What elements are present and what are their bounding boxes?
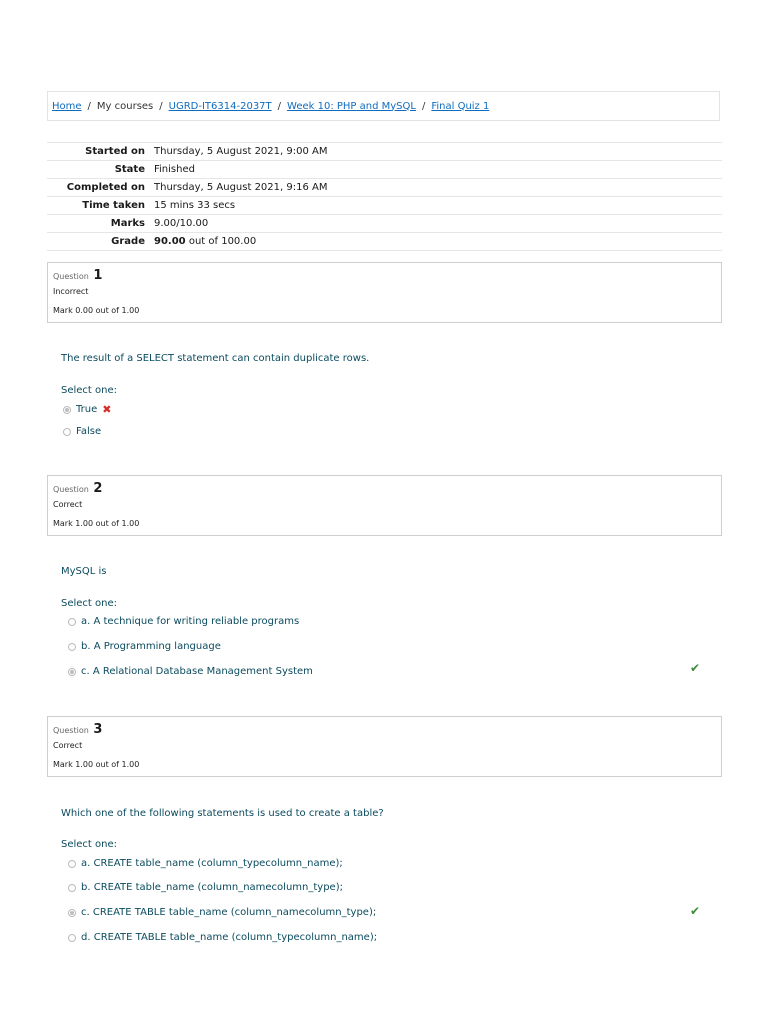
breadcrumb-home-link[interactable]: Home bbox=[52, 100, 82, 112]
breadcrumb-my-courses: My courses bbox=[96, 100, 154, 112]
question-prefix: Question bbox=[53, 726, 89, 735]
breadcrumb-separator: / bbox=[159, 100, 163, 112]
answer-label: a. CREATE table_name (column_typecolumn_name); bbox=[81, 858, 343, 869]
summary-value: 9.00/10.00 bbox=[154, 215, 722, 233]
radio-button[interactable] bbox=[68, 860, 76, 868]
breadcrumb-separator: / bbox=[421, 100, 426, 112]
answer-label: b. CREATE table_name (column_namecolumn_type); bbox=[81, 882, 343, 893]
answer-label: True bbox=[76, 404, 98, 415]
summary-row-time-taken bbox=[47, 197, 722, 215]
question-mark: Mark 1.00 out of 1.00 bbox=[53, 760, 140, 769]
question-text-1: The result of a SELECT statement can contain duplicate rows. bbox=[61, 353, 370, 364]
select-one-label: Select one: bbox=[61, 385, 118, 396]
answer-option[interactable] bbox=[68, 641, 221, 652]
summary-value: Finished bbox=[154, 161, 722, 179]
answer-label: b. A Programming language bbox=[81, 641, 221, 652]
question-number bbox=[53, 722, 721, 738]
breadcrumb-quiz-link[interactable]: Final Quiz 1 bbox=[431, 100, 490, 112]
question-mark: Mark 0.00 out of 1.00 bbox=[53, 306, 140, 315]
question-number-value: 3 bbox=[93, 722, 103, 737]
breadcrumb-course-link[interactable]: UGRD-IT6314-2037T bbox=[168, 100, 272, 112]
breadcrumb bbox=[47, 91, 720, 121]
summary-row-started-on bbox=[47, 143, 722, 161]
question-number-value: 2 bbox=[93, 481, 103, 496]
answer-option[interactable] bbox=[63, 426, 101, 437]
summary-row-grade bbox=[47, 233, 722, 251]
grade-out-of: out of 100.00 bbox=[188, 236, 257, 247]
question-text-2: MySQL is bbox=[61, 566, 107, 577]
summary-value: 15 mins 33 secs bbox=[154, 197, 722, 215]
answer-label: c. A Relational Database Management System bbox=[81, 666, 313, 677]
radio-button[interactable] bbox=[63, 428, 71, 436]
radio-button[interactable] bbox=[68, 934, 76, 942]
summary-label: Marks bbox=[47, 215, 154, 233]
radio-button[interactable] bbox=[68, 909, 76, 917]
question-prefix: Question bbox=[53, 485, 89, 494]
radio-button[interactable] bbox=[68, 668, 76, 676]
question-text-3: Which one of the following statements is used to create a table? bbox=[61, 808, 384, 819]
question-mark: Mark 1.00 out of 1.00 bbox=[53, 519, 140, 528]
summary-value: Thursday, 5 August 2021, 9:00 AM bbox=[154, 143, 722, 161]
breadcrumb-separator: / bbox=[277, 100, 282, 112]
question-info-2 bbox=[47, 475, 722, 536]
summary-row-state bbox=[47, 161, 722, 179]
summary-row-marks bbox=[47, 215, 722, 233]
radio-button[interactable] bbox=[68, 643, 76, 651]
question-prefix: Question bbox=[53, 272, 89, 281]
question-status: Correct bbox=[53, 741, 83, 750]
attempt-summary-table bbox=[47, 142, 722, 251]
answer-option[interactable] bbox=[68, 858, 343, 869]
answer-option[interactable] bbox=[63, 403, 111, 416]
summary-value bbox=[154, 233, 722, 251]
radio-button[interactable] bbox=[68, 884, 76, 892]
answer-option[interactable] bbox=[68, 907, 376, 918]
answer-label: a. A technique for writing reliable programs bbox=[81, 616, 300, 627]
select-one-label: Select one: bbox=[61, 598, 118, 609]
answer-label: False bbox=[76, 426, 102, 437]
question-number bbox=[53, 268, 721, 284]
answer-option[interactable] bbox=[68, 932, 377, 943]
question-status: Incorrect bbox=[53, 287, 89, 296]
answer-option[interactable] bbox=[68, 616, 299, 627]
summary-label: Time taken bbox=[47, 197, 154, 215]
breadcrumb-week-link[interactable]: Week 10: PHP and MySQL bbox=[287, 100, 416, 112]
radio-button[interactable] bbox=[68, 618, 76, 626]
correct-icon: ✔ bbox=[690, 661, 701, 675]
summary-label: Started on bbox=[47, 143, 154, 161]
question-status: Correct bbox=[53, 500, 83, 509]
summary-label: Completed on bbox=[47, 179, 154, 197]
answer-label: c. CREATE TABLE table_name (column_namecolumn_type); bbox=[81, 907, 377, 918]
question-number-value: 1 bbox=[93, 268, 103, 283]
breadcrumb-separator: / bbox=[87, 100, 91, 112]
answer-option[interactable] bbox=[68, 882, 343, 893]
question-number bbox=[53, 481, 721, 497]
select-one-label: Select one: bbox=[61, 839, 118, 850]
radio-button[interactable] bbox=[63, 406, 71, 414]
summary-label: State bbox=[47, 161, 154, 179]
question-info-3 bbox=[47, 716, 722, 777]
correct-icon: ✔ bbox=[690, 904, 701, 918]
answer-option[interactable] bbox=[68, 666, 313, 677]
incorrect-icon: ✖ bbox=[102, 403, 112, 416]
question-info-1 bbox=[47, 262, 722, 323]
summary-label: Grade bbox=[47, 233, 154, 251]
summary-row-completed-on bbox=[47, 179, 722, 197]
summary-value: Thursday, 5 August 2021, 9:16 AM bbox=[154, 179, 722, 197]
grade-value: 90.00 bbox=[154, 236, 186, 247]
answer-label: d. CREATE TABLE table_name (column_typecolumn_name); bbox=[81, 932, 378, 943]
